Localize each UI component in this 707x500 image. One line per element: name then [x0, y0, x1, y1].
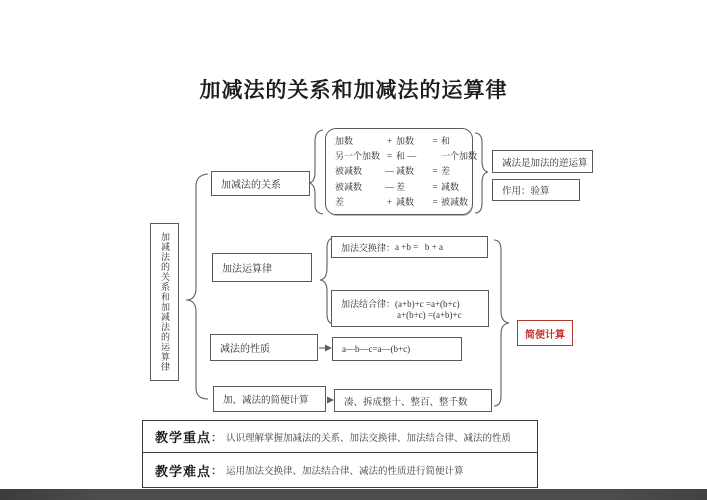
branch-subtraction-property	[210, 334, 318, 361]
equation-cell: =	[386, 151, 393, 162]
subtraction-arrow-head	[325, 345, 332, 352]
equation-cell: =	[432, 166, 438, 177]
equation-cell: =	[432, 196, 438, 207]
teaching-difficulty-colon: ：	[211, 465, 223, 477]
equation-row	[335, 195, 469, 210]
associative-law-box	[331, 290, 489, 327]
associative-law-formula-1: (a+b)+c =a+(b+c)	[395, 299, 460, 309]
equation-row	[335, 149, 478, 164]
equation-cell: =	[432, 181, 438, 192]
equation-row	[335, 180, 464, 195]
subtraction-formula-box	[332, 337, 462, 361]
teaching-focus-colon: ：	[211, 431, 223, 444]
equation-cell: 差	[335, 196, 345, 207]
equation-cell: +	[386, 196, 393, 207]
relation-brace	[309, 130, 323, 214]
equations-box	[325, 128, 478, 215]
teaching-difficulty-text: 运用加法交换律、加法结合律、减法的性质进行简便计算	[226, 467, 464, 477]
equation-cell: 被减数	[335, 166, 363, 177]
equation-cell: —	[385, 166, 394, 177]
equation-cell: 差	[441, 166, 451, 177]
teaching-difficulty-heading: 教学难点	[155, 463, 212, 479]
teaching-focus-text: 认识理解掌握加减法的关系、加法交换律、加法结合律、减法的性质	[226, 433, 512, 444]
branch-shortcut-calc-label: 加、减法的简便计算	[223, 396, 309, 406]
equation-cell: =	[432, 135, 438, 146]
rounding-note-label: 凑、拆成整十、整百、整千数	[344, 397, 468, 408]
equation-cell: 和	[441, 135, 451, 146]
equation-cell: 减数	[396, 196, 415, 207]
shortcut-right-brace	[494, 240, 509, 406]
associative-law-label: 加法结合律：	[341, 299, 396, 309]
branch-shortcut-calc	[213, 386, 326, 412]
equation-cell: 另一个加数	[335, 151, 381, 162]
subtraction-formula: a—b—c=a—(b+c)	[342, 344, 411, 354]
equation-cell: 差	[396, 181, 406, 192]
page-title: 加减法的关系和加减法的运算律	[199, 78, 508, 102]
equation-cell: —	[385, 181, 394, 192]
equation-cell: 被减数	[335, 181, 363, 192]
root-node	[150, 223, 179, 381]
note-usage	[492, 179, 580, 201]
shortcut-arrow-head	[327, 397, 334, 404]
equation-cell: 被减数	[441, 196, 469, 207]
note-inverse-label: 减法是加法的逆运算	[502, 158, 588, 169]
rounding-note-box	[334, 389, 492, 412]
equation-cell: +	[386, 135, 393, 146]
equation-cell	[429, 149, 441, 164]
equation-cell: 一个加数	[441, 151, 478, 162]
equation-row	[335, 134, 464, 149]
commutative-law-box	[331, 236, 488, 258]
page-bottom-edge	[0, 489, 707, 500]
teaching-focus-box	[142, 420, 538, 453]
commutative-law-formula: a +b = b + a	[395, 242, 443, 252]
note-inverse-operation	[492, 150, 593, 173]
equation-cell: 减数	[396, 166, 415, 177]
shortcut-badge-label: 简便计算	[525, 329, 565, 341]
branch-addition-laws	[212, 253, 312, 282]
associative-law-formula-2: a+(b+c) =(a+b)+c	[397, 310, 462, 320]
root-brace	[186, 174, 208, 399]
branch-relation-label: 加减法的关系	[221, 180, 281, 191]
shortcut-badge	[517, 320, 573, 346]
equation-cell: 加数	[335, 135, 354, 146]
branch-relation	[211, 171, 310, 196]
equation-cell: 和 —	[396, 151, 417, 162]
equation-cell: 加数	[396, 135, 415, 146]
associative-law-line1	[341, 297, 460, 310]
branch-addition-laws-label: 加法运算律	[222, 264, 272, 275]
branch-subtraction-property-label: 减法的性质	[220, 344, 270, 355]
equations-right-brace	[475, 133, 488, 213]
commutative-law-label: 加法交换律：	[341, 242, 396, 253]
teaching-difficulty-box	[142, 452, 538, 488]
note-usage-label: 作用：验算	[502, 187, 550, 197]
teaching-focus-heading: 教学重点	[155, 430, 212, 445]
equation-cell: 减数	[441, 181, 460, 192]
root-node-label: 加减法的关系和加减法的运算律	[160, 232, 170, 372]
equation-row	[335, 164, 464, 179]
